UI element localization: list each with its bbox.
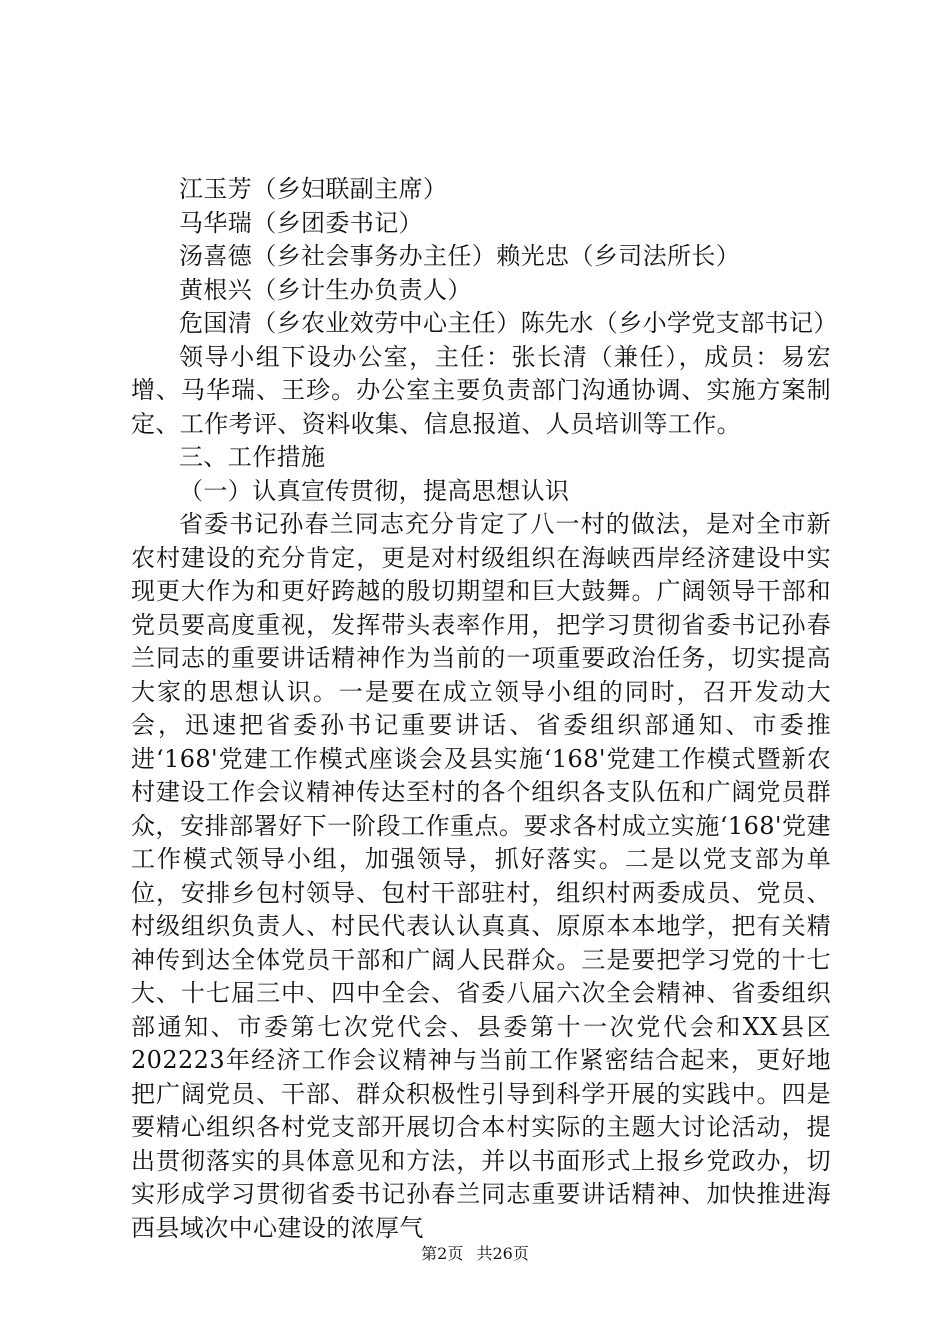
member-line: 江玉芳（乡妇联副主席） [179, 175, 448, 203]
page-number: 第2页 [421, 1244, 464, 1263]
member-line: 危国清（乡农业效劳中心主任）陈先水（乡小学党支部书记） [179, 309, 838, 337]
section-heading: 三、工作措施 [179, 443, 326, 471]
subsection-heading: （一）认真宣传贯彻，提高思想认识 [179, 476, 570, 505]
member-line: 马华瑞（乡团委书记） [179, 208, 423, 237]
document-body [131, 173, 838, 1245]
page-total: 共26页 [476, 1244, 529, 1263]
member-line: 汤喜德（乡社会事务办主任）赖光忠（乡司法所长） [179, 242, 741, 270]
page-footer [0, 1241, 950, 1264]
office-paragraph: 领导小组下设办公室，主任：张长清（兼任），成员：易宏增、马华瑞、王珍。办公室主要负责部门沟通协调、实施方案制定、工作考评、资料收集、信息报道、人员培训等工作。 [131, 342, 831, 438]
member-line: 黄根兴（乡计生办负责人） [179, 275, 472, 304]
body-paragraph: 省委书记孙春兰同志充分肯定了八一村的做法，是对全市新农村建设的充分肯定，更是对村级组织在海峡西岸经济建设中实现更大作为和更好跨越的殷切期望和巨大鼓舞。广阔领导干部和党员要高度重视，发挥带头表率作用，把学习贯彻省委书记孙春兰同志的重要讲话精神作为当前的一项重要政治任务，切实提高大家的思想认识。一是要在成立领导小组的同时，召开发动大会，迅速把省委孙书记重要讲话、省委组织部通知、市委推进‘168'党建工作模式座谈会及县实施‘168'党建工作模式暨新农村建设工作会议精神传达至村的各个组织各支队伍和广阔党员群众，安排部署好下一阶段工作重点。要求各村成立实施‘168'党建工作模式领导小组，加强领导，抓好落实。二是以党支部为单位，安排乡包村领导、包村干部驻村，组织村两委成员、党员、村级组织负责人、村民代表认认真真、原原本本地学，把有关精神传到达全体党员干部和广阔人民群众。三是要把学习党的十七大、十七届三中、四中全会、省委八届六次全会精神、省委组织部通知、市委第七次党代会、县委第十一次党代会和XX县区202223年经济工作会议精神与当前工作紧密结合起来，更好地把广阔党员、干部、群众积极性引导到科学开展的实践中。四是要精心组织各村党支部开展切合本村实际的主题大讨论活动，提出贯彻落实的具体意见和方法，并以书面形式上报乡党政办，切实形成学习贯彻省委书记孙春兰同志重要讲话精神、加快推进海西县域次中心建设的浓厚气 [131, 510, 831, 1242]
